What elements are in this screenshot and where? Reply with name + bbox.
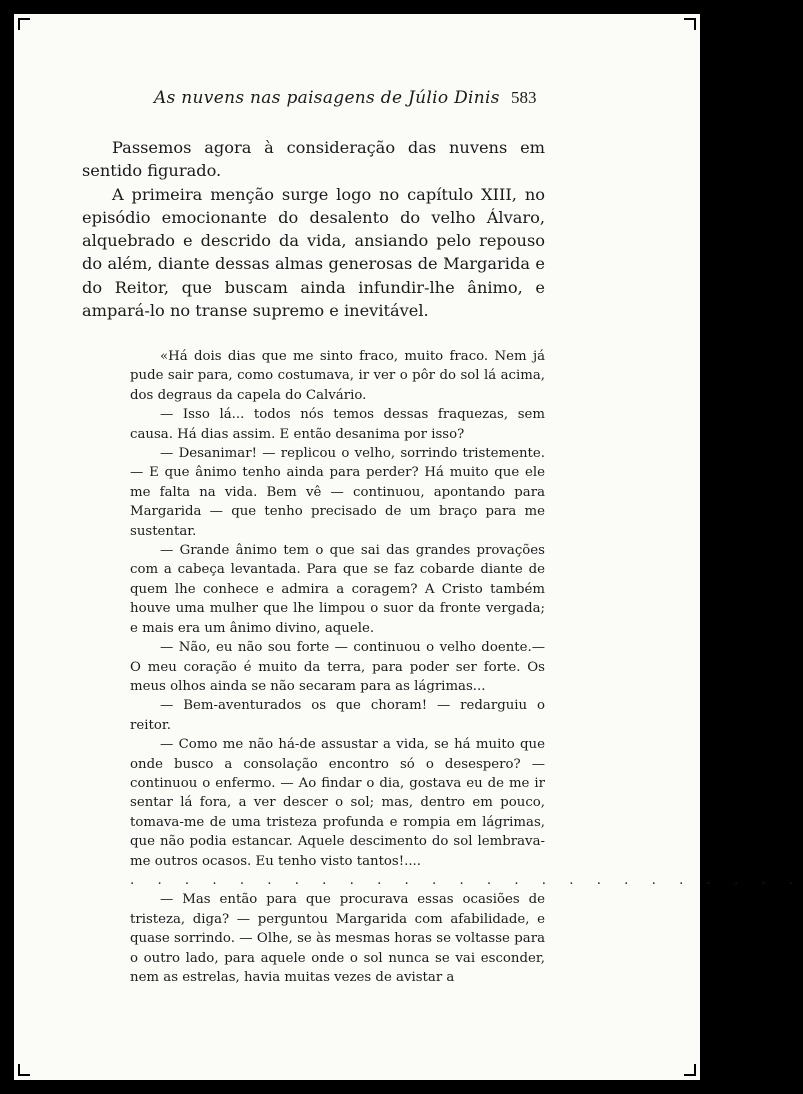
quote-paragraph: — Bem-aventurados os que choram! — redarguiu o reitor. bbox=[130, 698, 545, 733]
quote-paragraph: — Como me não há-de assustar a vida, se há muito que onde busco a consolação encontro só o desespero? — continuou o enfermo. — Ao findar o dia, gostava eu de me ir sentar lá fora, a ver descer o sol; mas, dentro em pouco, tomava-me de uma tristeza profunda e rompia em lágrimas, que não podia estancar. Aquele descimento do sol lembrava-me outros ocasos. Eu tenho visto tantos!.... bbox=[130, 737, 545, 869]
quote-paragraph: «Há dois dias que me sinto fraco, muito fraco. Nem já pude sair para, como costumava, ir ver o pôr do sol lá acima, dos degraus da capela do Calvário. bbox=[130, 349, 545, 403]
page-header bbox=[14, 88, 700, 114]
book-page bbox=[14, 14, 803, 1080]
quote-paragraph: — Desanimar! — replicou o velho, sorrindo tristemente. — E que ânimo tenho ainda para perder? Há muito que ele me falta na vida. Bem vê — continuou, apontando para Margarida — que tenho precisado de um braço para me sustentar. bbox=[130, 446, 545, 539]
page-number: 583 bbox=[511, 88, 537, 107]
quote-paragraph: — Grande ânimo tem o que sai das grandes provações com a cabeça levantada. Para que se faz cobarde diante de quem lhe conhece e admira a coragem? A Cristo também houve uma mulher que lhe limpou o suor da fronte vergada; e mais era um ânimo divino, aquele. bbox=[130, 543, 545, 636]
scan-corner-mark bbox=[18, 1064, 30, 1076]
quote-paragraph: — Não, eu não sou forte — continuou o velho doente.— O meu coração é muito da terra, para poder ser forte. Os meus olhos ainda se não secaram para as lágrimas... bbox=[130, 640, 545, 694]
body-text bbox=[82, 136, 545, 322]
quote-paragraph: — Mas então para que procurava essas ocasiões de tristeza, diga? — perguntou Margarida com afabilidade, e quase sorrindo. — Olhe, se às mesmas horas se voltasse para o outro lado, para aquele onde o sol nunca se vai esconder, nem as estrelas, havia muitas vezes de avistar a bbox=[130, 892, 545, 985]
scan-corner-mark bbox=[684, 18, 696, 30]
scan-corner-mark bbox=[18, 18, 30, 30]
body-paragraph: A primeira menção surge logo no capítulo XIII, no episódio emocionante do desalento do velho Álvaro, alquebrado e descrido da vida, ansiando pelo repouso do além, diante dessas almas generosas de Margarida e do Reitor, que buscam ainda infundir-lhe ânimo, e ampará-lo no transe supremo e inevitável. bbox=[82, 184, 545, 321]
quote-paragraph: — Isso lá... todos nós temos dessas fraquezas, sem causa. Há dias assim. E então desanima por isso? bbox=[130, 407, 545, 442]
body-paragraph: Passemos agora à consideração das nuvens em sentido figurado. bbox=[82, 138, 545, 181]
ellipsis-line: . . . . . . . . . . . . . . . . . . . . . . . . . bbox=[130, 872, 803, 888]
scan-corner-mark bbox=[684, 1064, 696, 1076]
block-quote bbox=[130, 347, 803, 987]
running-title: As nuvens nas paisagens de Júlio Dinis bbox=[154, 88, 500, 108]
